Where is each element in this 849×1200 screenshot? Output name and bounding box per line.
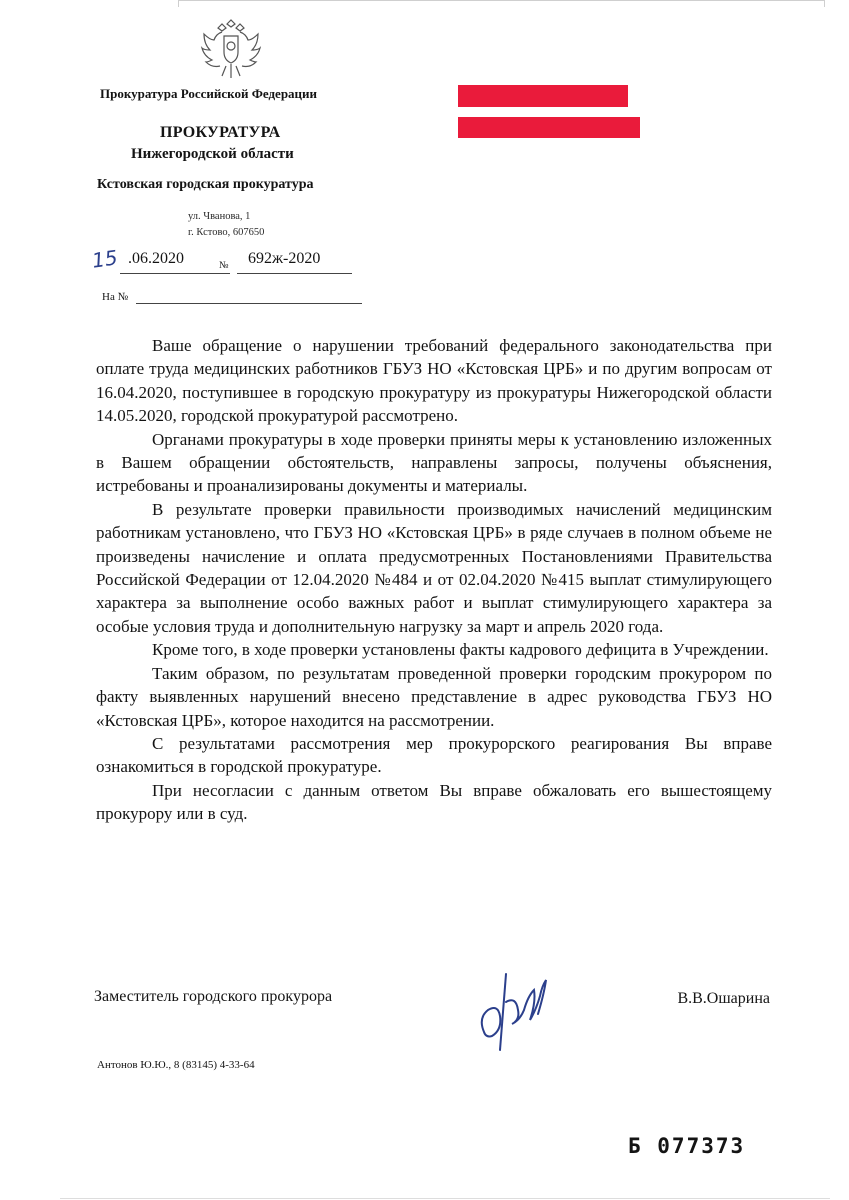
redacted-recipient-line-1 [458,85,628,107]
paragraph: Таким образом, по результатам проведенной проверки городским прокурором по факту выявленных нарушений внесено представление в адрес руководства ГБУЗ НО «Кстовская ЦРБ», которое находится на рассмотрении. [96,663,772,730]
incoming-reference-underline [136,303,362,304]
address-street: ул. Чванова, 1 [188,211,251,222]
double-headed-eagle-emblem-icon [198,18,264,84]
page-top-border [178,0,825,7]
signer-name: В.В.Ошарина [677,990,770,1007]
paragraph: С результатами рассмотрения мер прокурорского реагирования Вы вправе ознакомиться в городской прокуратуре. [96,733,772,777]
paragraph: Органами прокуратуры в ходе проверки приняты меры к установлению изложенных в Вашем обращении обстоятельств, направлены запросы, получены объяснения, истребованы и проанализированы документы и материалы. [96,429,772,496]
letter-body [96,334,772,826]
paragraph: В результате проверки правильности производимых начислений медицинским работникам установлено, что ГБУЗ НО «Кстовская ЦРБ» в ряде случаев в полном объеме не произведены начисление и оплата предусмотренных Постановлениями Правительства Российской Федерации от 12.04.2020 №484 и от 02.04.2020 №415 выплат стимулирующего характера за выполнение особо важных работ и выплат стимулирующего характера за особые условия труда и дополнительную нагрузку за март и апрель 2020 года. [96,499,772,636]
outgoing-reference [90,245,362,279]
paragraph: При несогласии с данным ответом Вы вправе обжаловать его вышестоящему прокурору или в суд. [96,780,772,824]
incoming-reference-label: На № [102,291,129,303]
org-federal-name: Прокуратура Российской Федерации [100,86,318,101]
number-mark: № [219,260,229,271]
redacted-recipient-line-2 [458,117,640,138]
paragraph: Кроме того, в ходе проверки установлены факты кадрового дефицита в Учреждении. [152,640,769,660]
org-title: ПРОКУРАТУРА [160,124,281,141]
form-serial-number: Б 077373 [628,1134,746,1158]
address-city: г. Кстово, 607650 [188,227,265,238]
paragraph: Ваше обращение о нарушении требований федерального законодательства при оплате труда медицинских работников ГБУЗ НО «Кстовская ЦРБ» и по другим вопросам от 16.04.2020, поступившее в городскую прокуратуру из прокуратуры Нижегородской области 14.05.2020, городской прокуратурой рассмотрено. [96,336,772,426]
number-underline [237,273,352,274]
org-region: Нижегородской области [131,146,294,162]
handwritten-signature-icon [470,962,560,1062]
executor-contact: Антонов Ю.Ю., 8 (83145) 4-33-64 [97,1059,255,1071]
document-number: 692ж-2020 [248,250,321,267]
signer-position: Заместитель городского прокурора [94,988,333,1005]
org-local-office: Кстовская городская прокуратура [97,177,314,192]
incoming-reference [102,289,364,309]
page-bottom-border [60,1198,830,1199]
date-underline [120,273,230,274]
handwritten-date-day: 15 [90,245,119,273]
date-month-year: .06.2020 [128,250,184,267]
